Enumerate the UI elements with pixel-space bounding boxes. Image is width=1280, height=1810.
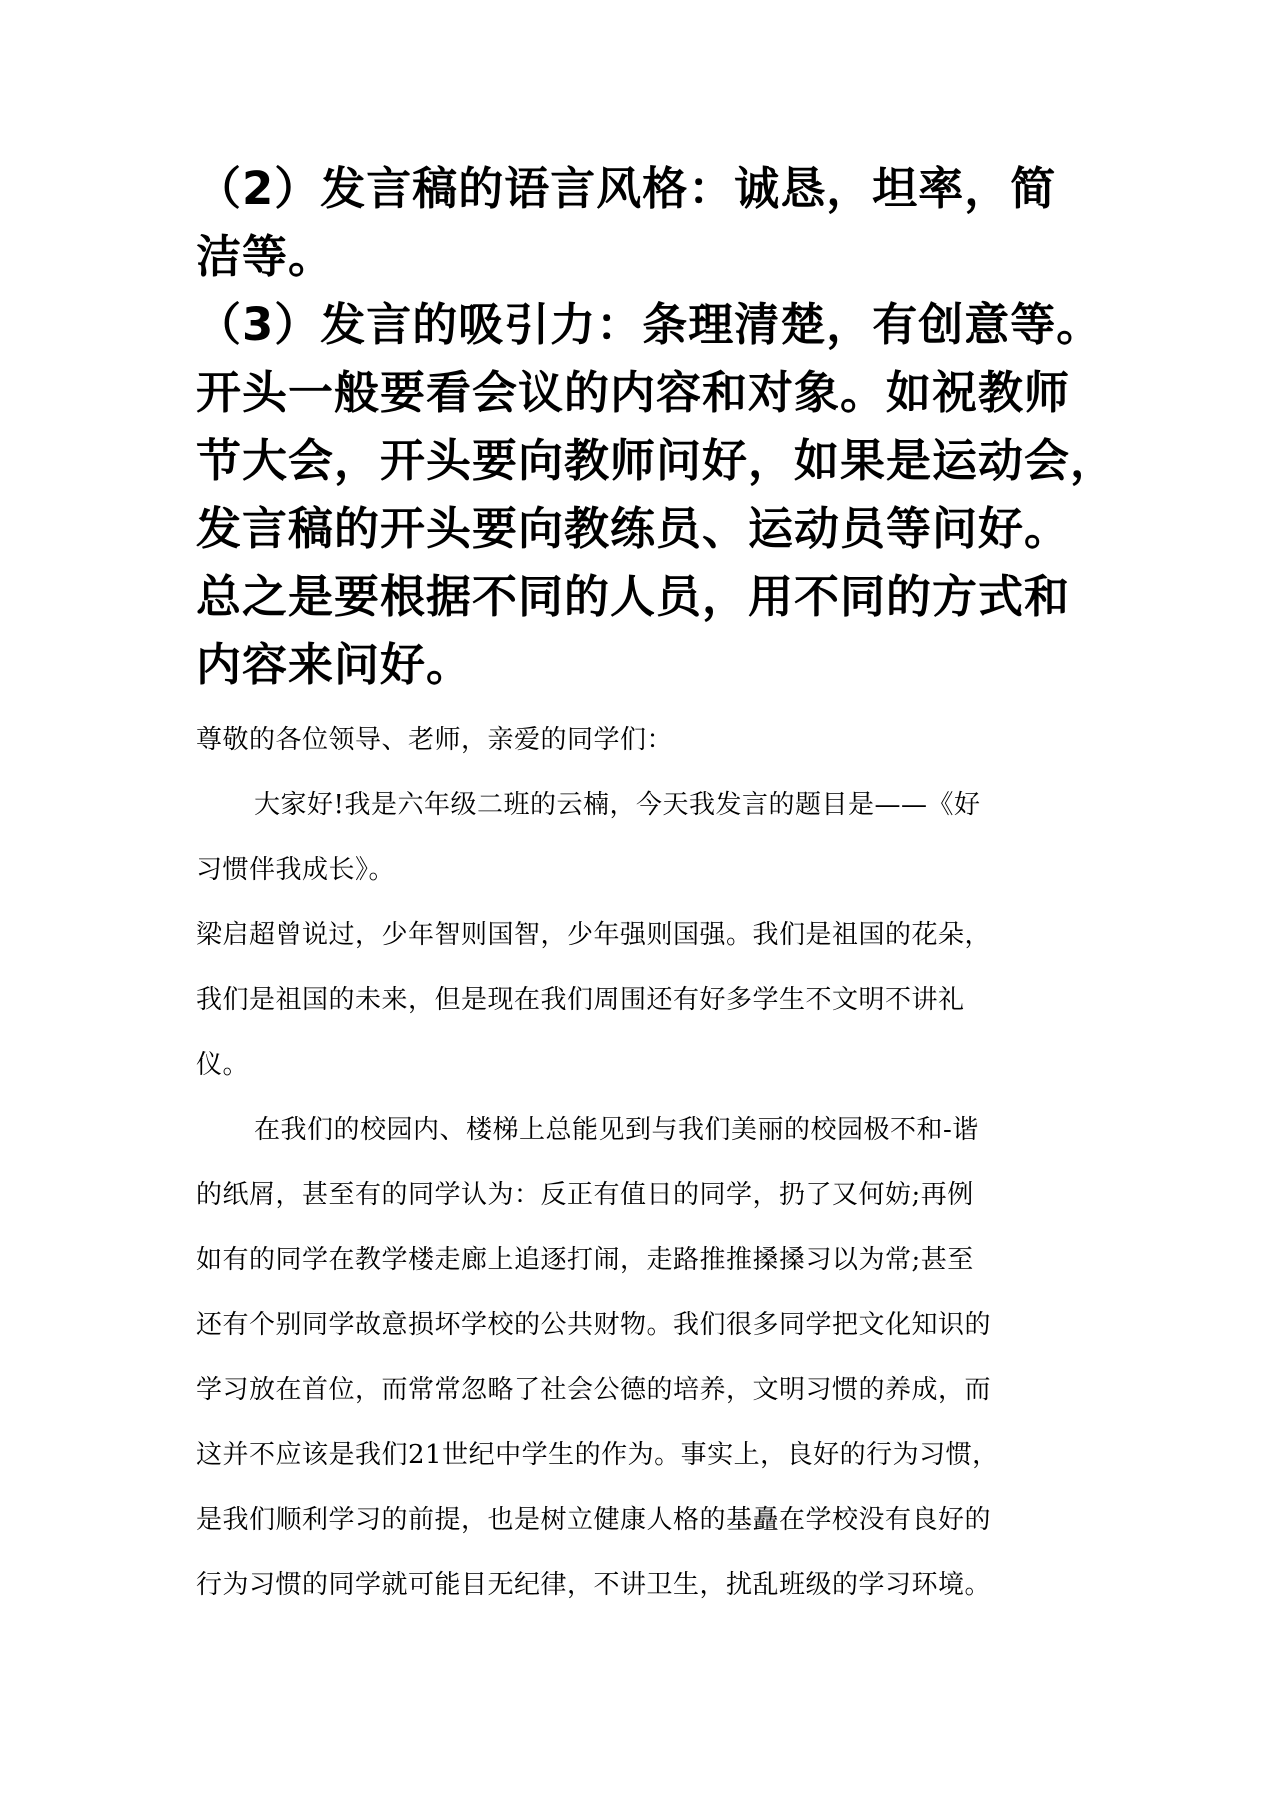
- paragraph-line: 梁启超曾说过，少年智则国智，少年强则国强。我们是祖国的花朵，: [196, 920, 992, 950]
- paragraph-line: 行为习惯的同学就可能目无纪律，不讲卫生，扰乱班级的学习环境。: [196, 1570, 992, 1600]
- paragraph-line: 我们是祖国的未来，但是现在我们周围还有好多学生不文明不讲礼: [196, 985, 965, 1015]
- paragraph-line: 仪。: [196, 1050, 250, 1080]
- heading-line: （3）发言的吸引力：条理清楚，有创意等。: [196, 298, 1103, 351]
- paragraph-line: 在我们的校园内、楼梯上总能见到与我们美丽的校园极不和-谐: [254, 1115, 979, 1145]
- heading-line: 发言稿的开头要向教练员、运动员等问好。: [196, 502, 1071, 555]
- heading-line: （2）发言稿的语言风格：诚恳，坦率，简: [196, 162, 1057, 215]
- paragraph-line: 还有个别同学故意损坏学校的公共财物。我们很多同学把文化知识的: [196, 1310, 992, 1340]
- paragraph-line: 学习放在首位，而常常忽略了社会公德的培养，文明习惯的养成，而: [196, 1375, 992, 1405]
- paragraph-line: 习惯伴我成长》。: [196, 855, 396, 885]
- paragraph-line: 的纸屑，甚至有的同学认为：反正有值日的同学，扔了又何妨;再例: [196, 1180, 974, 1210]
- paragraph-line: 是我们顺利学习的前提，也是树立健康人格的基矗在学校没有良好的: [196, 1505, 992, 1535]
- heading-line: 内容来问好。: [196, 638, 473, 691]
- speech-guidelines-heading: [196, 155, 1117, 699]
- speech-salutation: 尊敬的各位领导、老师，亲爱的同学们：: [196, 725, 674, 755]
- paragraph-line: 这并不应该是我们21世纪中学生的作为。事实上，良好的行为习惯，: [196, 1440, 999, 1470]
- speech-body: [196, 708, 1096, 1618]
- heading-line: 总之是要根据不同的人员，用不同的方式和: [196, 570, 1071, 623]
- heading-line: 洁等。: [196, 230, 335, 283]
- paragraph-line: 如有的同学在教学楼走廊上追逐打闹，走路推推搡搡习以为常;甚至: [196, 1245, 974, 1275]
- heading-line: 节大会，开头要向教师问好，如果是运动会，: [196, 434, 1117, 487]
- heading-line: 开头一般要看会议的内容和对象。如祝教师: [196, 366, 1071, 419]
- paragraph-line: 大家好!我是六年级二班的云楠，今天我发言的题目是——《好: [254, 790, 981, 820]
